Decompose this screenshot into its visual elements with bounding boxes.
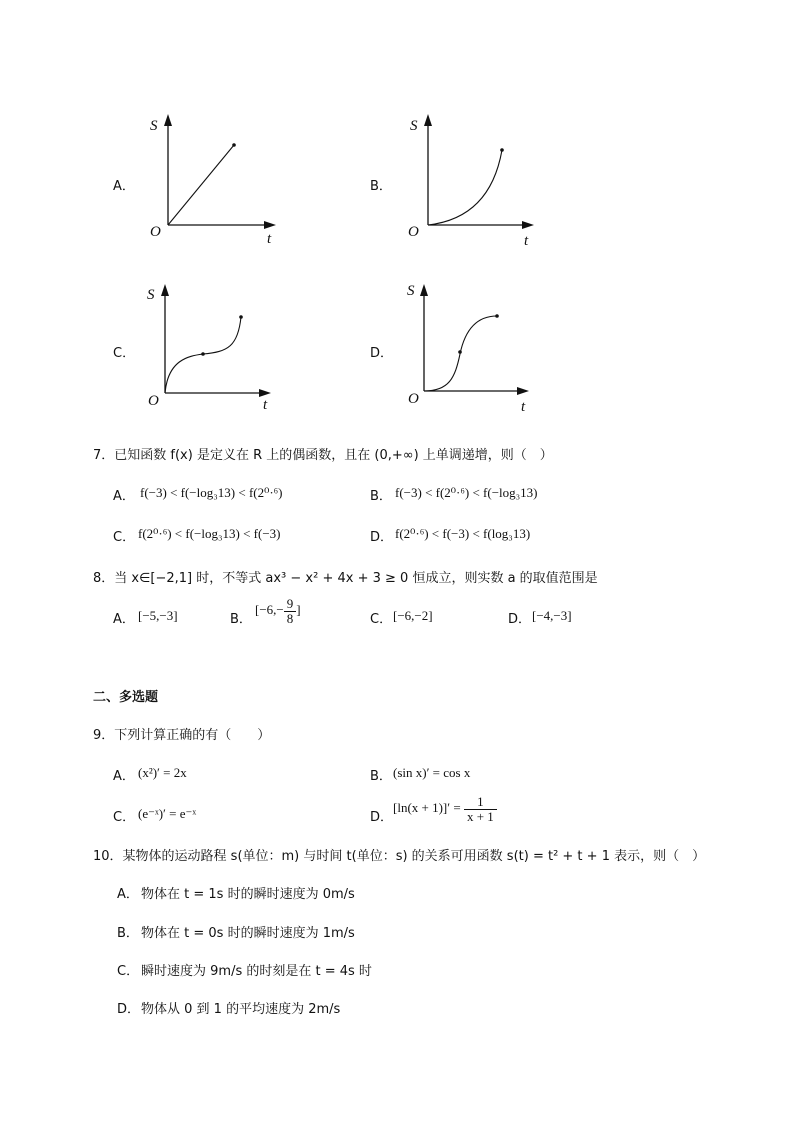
option-letter: C． bbox=[113, 530, 136, 545]
option-c-text: 瞬时速度为 9m/s 的时刻是在 t = 4s 时 bbox=[141, 964, 372, 979]
option-letter: B． bbox=[230, 612, 252, 627]
origin-label: O bbox=[150, 224, 161, 240]
option-letter: C． bbox=[113, 346, 136, 361]
option-b-text: (sin x)′ = cos x bbox=[393, 765, 471, 780]
t-axis-label: t bbox=[521, 399, 526, 415]
t-axis-label: t bbox=[267, 231, 272, 247]
origin-label: O bbox=[148, 393, 159, 409]
s-axis-label: S bbox=[147, 287, 155, 303]
option-letter: D． bbox=[370, 810, 394, 825]
option-letter: C． bbox=[370, 612, 393, 627]
question-stem: 10．某物体的运动路程 s(单位：m) 与时间 t(单位：s) 的关系可用函数 s(t) = t² + t + 1 表示，则（ ） bbox=[93, 849, 706, 864]
question-stem: 9．下列计算正确的有（ ） bbox=[93, 728, 271, 743]
option-d-text: [ln(x + 1)]′ = $\frac{1}{x + 1}$ bbox=[393, 795, 497, 823]
graph-b-convex bbox=[400, 110, 550, 250]
option-d-text: 物体从 0 到 1 的平均速度为 2m/s bbox=[141, 1002, 341, 1017]
option-letter: A． bbox=[113, 489, 135, 504]
graph-a-linear bbox=[140, 110, 290, 250]
option-letter: D． bbox=[370, 530, 394, 545]
s-axis-label: S bbox=[407, 283, 415, 299]
option-letter: D． bbox=[117, 1002, 141, 1017]
option-letter: D． bbox=[508, 612, 532, 627]
option-b-text: [−6,− $\frac{9}{8}$ ] bbox=[255, 596, 301, 626]
option-a-text: (x²)′ = 2x bbox=[138, 765, 187, 780]
graph-c-curve bbox=[138, 280, 288, 420]
option-letter: C． bbox=[113, 810, 136, 825]
option-letter: B． bbox=[370, 179, 392, 194]
option-b-text: 物体在 t = 0s 时的瞬时速度为 1m/s bbox=[141, 926, 355, 941]
section-heading: 二、多选题 bbox=[93, 690, 159, 705]
t-axis-label: t bbox=[524, 233, 529, 249]
s-axis-label: S bbox=[410, 118, 418, 134]
graph-d-curve bbox=[397, 278, 547, 418]
origin-label: O bbox=[408, 224, 419, 240]
option-letter: B． bbox=[117, 926, 139, 941]
option-letter: A． bbox=[113, 769, 135, 784]
option-b-text: f(−3) < f(2⁰·⁶) < f(−log₃13) bbox=[395, 485, 538, 500]
option-a-text: f(−3) < f(−log₃13) < f(2⁰·⁶) bbox=[140, 485, 283, 500]
option-letter: A． bbox=[113, 179, 135, 194]
origin-label: O bbox=[408, 391, 419, 407]
option-c-text: f(2⁰·⁶) < f(−log₃13) < f(−3) bbox=[138, 526, 281, 541]
option-letter: D． bbox=[370, 346, 394, 361]
t-axis-label: t bbox=[263, 397, 268, 413]
option-letter: B． bbox=[370, 769, 392, 784]
option-c-text: [−6,−2] bbox=[393, 608, 433, 623]
option-letter: B． bbox=[370, 489, 392, 504]
option-letter: A． bbox=[117, 887, 139, 902]
s-axis-label: S bbox=[150, 118, 158, 134]
question-stem: 8．当 x∈[−2,1] 时，不等式 ax³ − x² + 4x + 3 ≥ 0 恒成立，则实数 a 的取值范围是 bbox=[93, 571, 598, 586]
option-a-text: [−5,−3] bbox=[138, 608, 178, 623]
question-stem: 7．已知函数 f(x) 是定义在 R 上的偶函数，且在 (0,+∞) 上单调递增，则（ ） bbox=[93, 448, 553, 463]
option-d-text: [−4,−3] bbox=[532, 608, 572, 623]
option-d-text: f(2⁰·⁶) < f(−3) < f(log₃13) bbox=[395, 526, 531, 541]
option-letter: A． bbox=[113, 612, 135, 627]
option-c-text: (e⁻ˣ)′ = e⁻ˣ bbox=[138, 806, 197, 821]
option-a-text: 物体在 t = 1s 时的瞬时速度为 0m/s bbox=[141, 887, 355, 902]
option-letter: C． bbox=[117, 964, 140, 979]
